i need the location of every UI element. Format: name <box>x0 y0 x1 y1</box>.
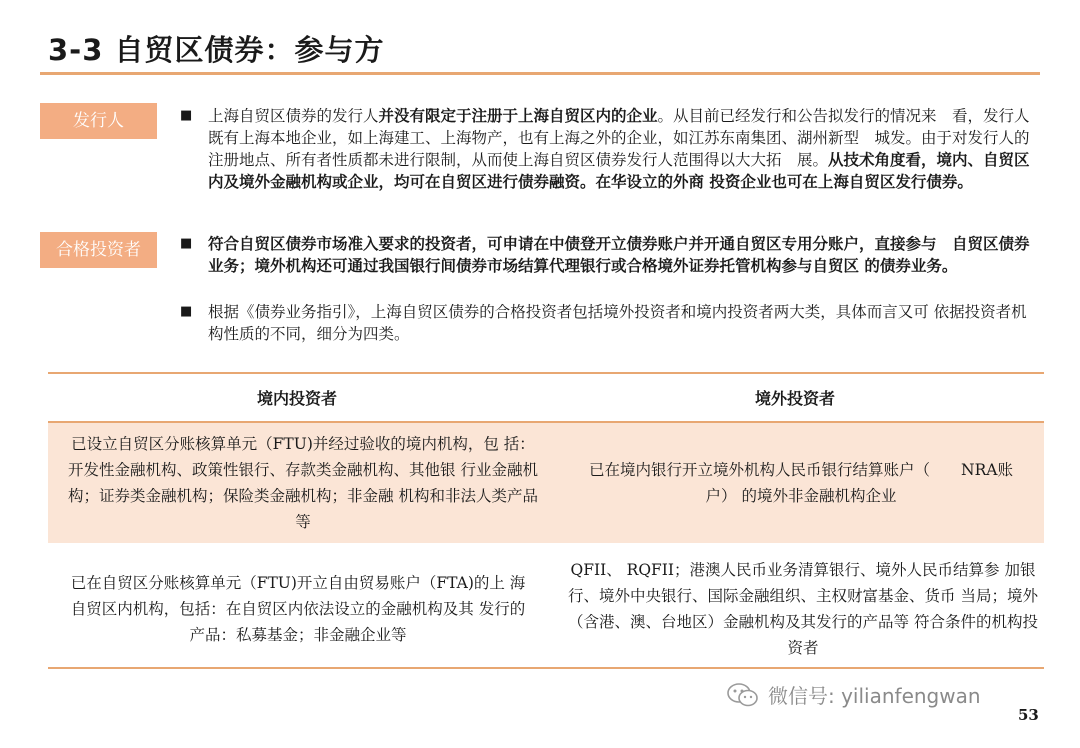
square-bullet-icon: ■ <box>180 304 193 319</box>
investor-tag: 合格投资者 <box>40 232 157 268</box>
table-row <box>48 423 1044 543</box>
issuer-text-1: 上海自贸区债券的发行人 <box>208 107 379 125</box>
wechat-icon <box>726 682 760 708</box>
investor-text-1: 符合自贸区债券市场准入要求的投资者，可申请在中债登开立债券账户并开通自贸区专用分账户，直接参与 自贸区债券业务；境外机构还可通过我国银行间债券市场结算代理银行或合格境外证券托管机构参与自贸区 的债券业务。 <box>208 234 1030 275</box>
issuer-paragraph <box>180 105 1042 193</box>
watermark <box>726 680 981 709</box>
investor-paragraph-2 <box>180 301 1042 345</box>
square-bullet-icon: ■ <box>180 236 193 251</box>
header-foreign: 境外投资者 <box>754 389 835 408</box>
cell-text: 已设立自贸区分账核算单元（FTU)并经过验收的境内机构，包 括：开发性金融机构、政策性银行、存款类金融机构、其他银 行业金融机构；证券类金融机构；保险类金融机构；非金融 机构和非法人类产品等 <box>68 435 538 531</box>
table-cell <box>548 553 1058 665</box>
table-header-row <box>48 380 1044 418</box>
table-cell <box>558 423 1044 543</box>
page-number: 53 <box>1018 706 1039 724</box>
square-bullet-icon: ■ <box>180 108 193 123</box>
table-cell <box>48 553 548 665</box>
investor-text-2: 根据《债券业务指引》，上海自贸区债券的合格投资者包括境外投资者和境内投资者两大类，具体而言又可 依据投资者机构性质的不同，细分为四类。 <box>208 303 1027 343</box>
issuer-text-2: 并没有限定于注册于上海自贸区内的企业 <box>378 106 658 125</box>
cell-text: QFII、 RQFII；港澳人民币业务清算银行、境外人民币结算参 加银行、境外中央银行、国际金融组织、主权财富基金、货币 当局；境外（含港、澳、台地区）金融机构及其发行的产品等 符合条件的机构投资者 <box>568 561 1038 657</box>
issuer-text-4: 从技术角度看，境内、自贸区内及境外金融机构或企业，均可在自贸区进行债券融资。在华设立的外商 投资企业也可在上海自贸区发行债券。 <box>208 150 1030 191</box>
table-row <box>48 553 1044 665</box>
cell-text: 已在自贸区分账核算单元（FTU)开立自由贸易账户（FTA)的上 海自贸区内机构，包括：在自贸区内依法设立的金融机构及其 发行的产品：私募基金；非金融企业等 <box>70 574 526 644</box>
page-title: 3-3 自贸区债券：参与方 <box>48 33 385 67</box>
cell-text: 已在境内银行开立境外机构人民币银行结算账户（ NRA账户） 的境外非金融机构企业 <box>589 461 1013 505</box>
title-divider <box>40 72 1040 75</box>
watermark-text: 微信号: yilianfengwan <box>768 684 981 708</box>
table-top-rule <box>48 372 1044 374</box>
issuer-text-3: 。从目前已经发行和公告拟发行的情况来 看，发行人既有上海本地企业，如上海建工、上海物产，也有上海之外的企业，如江苏东南集团、湖州新型 城发。由于对发行人的注册地点、所有者性质都未进行限制，从而使上海自贸区债券发行人范围得以大大拓 展。 <box>208 107 1030 169</box>
issuer-tag: 发行人 <box>40 103 157 139</box>
header-domestic: 境内投资者 <box>256 389 337 408</box>
investor-paragraph-1 <box>180 233 1042 277</box>
table-bottom-rule <box>48 667 1044 669</box>
table-cell <box>48 423 558 543</box>
